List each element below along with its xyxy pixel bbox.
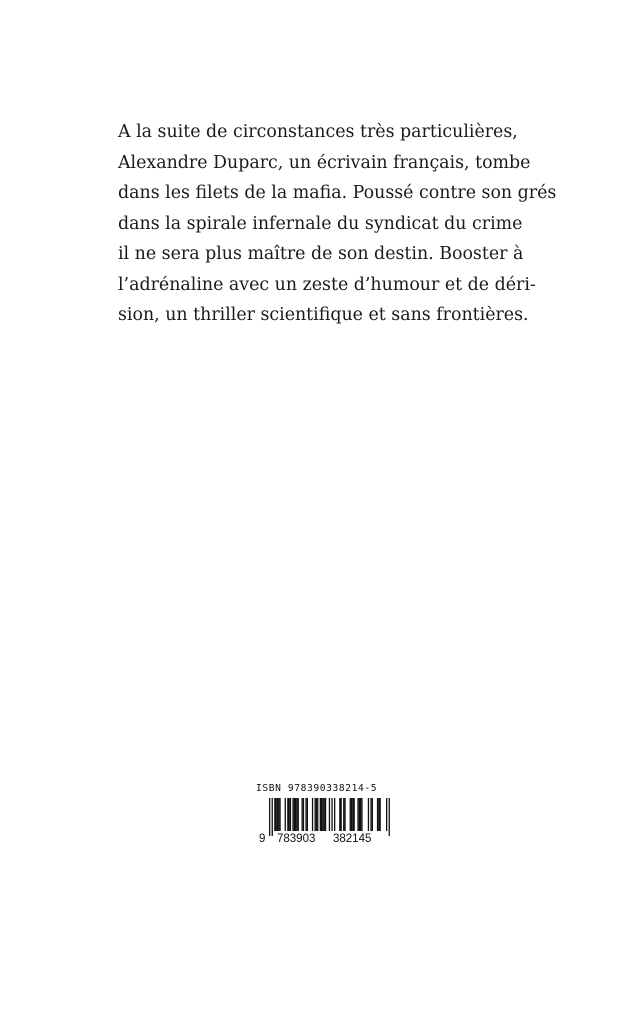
- blurb-line: A la suite de circonstances très particulières,: [118, 122, 518, 142]
- isbn-label: ISBN 978390338214-5: [256, 783, 378, 794]
- barcode-digit-first: 9: [259, 833, 266, 845]
- blurb-line: il ne sera plus maître de son destin. Booster à: [118, 244, 524, 264]
- blurb-line: sion, un thriller scientifique et sans frontières.: [118, 305, 529, 325]
- blurb-line: l’adrénaline avec un zeste d’humour et de déri-: [118, 274, 536, 295]
- blurb-line: dans les filets de la mafia. Poussé contre son grés: [118, 183, 557, 203]
- blurb-line: Alexandre Duparc, un écrivain français, tombe: [118, 152, 531, 173]
- barcode-icon: [256, 798, 390, 836]
- isbn-barcode-block: [256, 783, 396, 863]
- blurb-line: dans la spirale infernale du syndicat du crime: [118, 213, 523, 234]
- barcode-digits-left: 783903: [277, 833, 316, 845]
- barcode-digits-right: 382145: [333, 833, 372, 845]
- blurb-paragraph: [118, 117, 557, 331]
